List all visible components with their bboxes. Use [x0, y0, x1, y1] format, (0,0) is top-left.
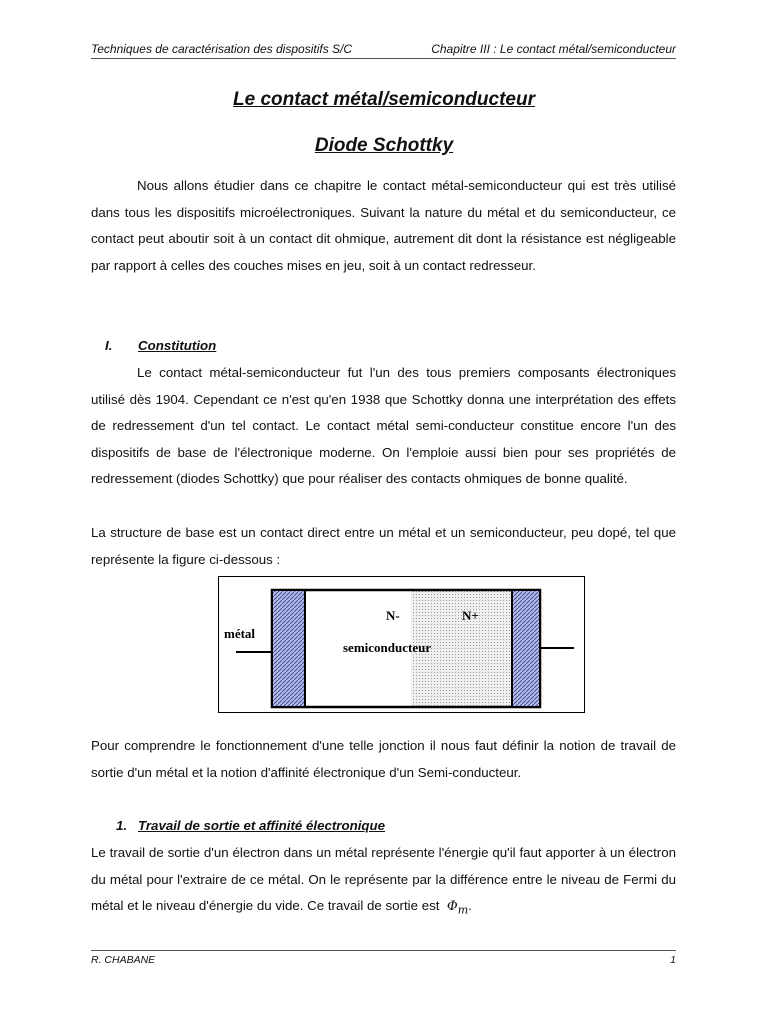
subsection-number: 1. — [116, 818, 128, 833]
sentence-end: . — [468, 898, 472, 914]
subsection-label: Travail de sortie et affinité électronique — [138, 818, 386, 833]
work-function-paragraph — [91, 840, 676, 924]
label-n-plus: N+ — [462, 608, 479, 623]
intro-paragraph: Nous allons étudier dans ce chapitre le contact métal-semiconducteur qui est très utilisé dans tous les dispositifs microélectroniques. Suivant la nature du métal et du semiconducteur, ce contact peut aboutir soit à un contact dit ohmique, autrement dit dont la résistance est négligeable par rapport à celles des couches mises en jeu, soit à un contact redresseur. — [91, 178, 676, 273]
section-heading-constitution — [105, 338, 216, 353]
header-right: Chapitre III : Le contact métal/semiconducteur — [431, 42, 676, 56]
running-header — [91, 42, 676, 59]
footer-author: R. CHABANE — [91, 954, 156, 966]
phi-subscript: m — [457, 903, 469, 917]
constitution-paragraph: Le contact métal-semiconducteur fut l'un des tous premiers composants électroniques utilisé dès 1904. Cependant ce n'est qu'en 1938 que Schottky donna une interprétation des effets de redressement d'un tel contact. Le contact métal semi-conducteur constitue encore l'un des dispositifs de base de l'électronique moderne. On l'emploie aussi bien pour ses propriétés de redressement (diodes Schottky) que pour réaliser des contacts ohmiques de bonne qualité. — [91, 365, 676, 487]
transition-paragraph: Pour comprendre le fonctionnement d'une telle jonction il nous faut définir la notion de travail de sortie d'un métal et la notion d'affinité électronique d'un Semi-conducteur. — [91, 738, 676, 780]
right-metal-contact — [512, 590, 540, 707]
section-heading-travail-de-sortie — [116, 818, 385, 833]
left-metal-contact — [272, 590, 305, 707]
phi-symbol: Φ — [446, 899, 458, 915]
section-number: I. — [105, 338, 113, 353]
page-title: Le contact métal/semiconducteur — [233, 89, 535, 110]
label-semiconducteur: semiconducteur — [343, 640, 432, 655]
label-n-minus: N- — [386, 608, 400, 623]
label-metal: métal — [224, 626, 256, 641]
page-subtitle: Diode Schottky — [314, 135, 454, 156]
schottky-structure-figure — [218, 576, 585, 713]
structure-paragraph: La structure de base est un contact direct entre un métal et un semiconducteur, peu dopé, tel que représente la figure ci-dessous : — [91, 525, 676, 567]
page-footer — [91, 950, 676, 966]
header-left: Techniques de caractérisation des dispositifs S/C — [91, 42, 353, 56]
work-function-text: Le travail de sortie d'un électron dans un métal représente l'énergie qu'il faut apporter à un électron du métal pour l'extraire de ce métal. On le représente par la différence entre le niveau de Fermi du métal et le niveau d'énergie du vide. Ce travail de sortie est — [91, 845, 676, 914]
page-number: 1 — [670, 954, 676, 966]
section-label: Constitution — [138, 338, 217, 353]
